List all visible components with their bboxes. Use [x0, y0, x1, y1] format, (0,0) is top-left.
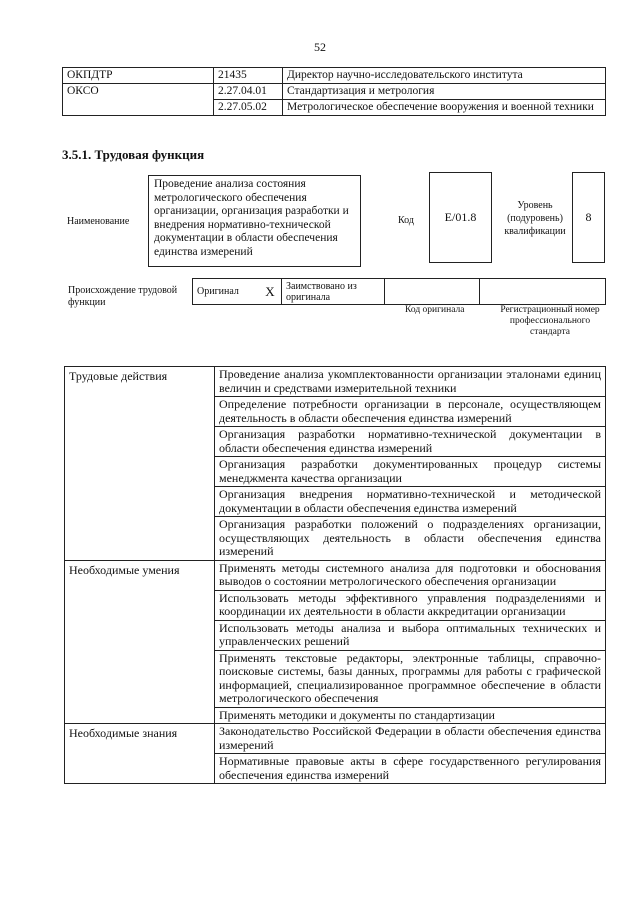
qualification-level-label: Уровень (подуровень) квалификации	[504, 200, 566, 237]
list-item: Организация внедрения нормативно-технической и методической документации в области обеспечения единства измерений	[215, 487, 606, 517]
list-item: Организация разработки нормативно-технической документации в области обеспечения единства измерений	[215, 427, 606, 457]
original-label: Оригинал	[193, 279, 260, 305]
code-original-label: Код оригинала	[405, 305, 465, 315]
list-item: Законодательство Российской Федерации в области обеспечения единства измерений	[215, 724, 606, 754]
classifier-name: ОКСО	[63, 84, 214, 116]
borrowed-label: Заимствовано из оригинала	[282, 279, 385, 305]
function-code-value: E/01.8	[429, 172, 492, 263]
list-item: Использовать методы эффективного управления подразделениями и координации их деятельности в области аккредитации организации	[215, 590, 606, 620]
list-item: Применять текстовые редакторы, электронные таблицы, справочно-поисковые системы, базы данных, программы для работы с графической информацией, специализированное программное обеспечение в области метрологического обеспечения	[215, 650, 606, 707]
function-code-label: Код	[398, 215, 414, 226]
function-name-value: Проведение анализа состояния метрологического обеспечения организации, организация разработки и внедрения нормативно-технической документации в области обеспечения единства измерений	[148, 175, 361, 267]
function-details-table	[64, 366, 606, 784]
table-row	[65, 560, 606, 590]
category-required-skills: Необходимые умения	[65, 560, 215, 724]
list-item: Использовать методы анализа и выбора оптимальных технических и управленческих решений	[215, 620, 606, 650]
code-original-cell	[385, 279, 480, 305]
reg-number-label: Регистрационный номер профессионального стандарта	[500, 305, 600, 337]
classifier-codes-table	[62, 67, 606, 116]
origin-label: Происхождение трудовой функции	[68, 285, 178, 308]
category-labor-actions: Трудовые действия	[65, 367, 215, 561]
classifier-desc: Стандартизация и метрология	[283, 84, 606, 100]
classifier-code: 21435	[214, 68, 283, 84]
table-row	[65, 367, 606, 397]
table-row	[63, 84, 606, 100]
list-item: Нормативные правовые акты в сфере государственного регулирования обеспечения единства измерений	[215, 754, 606, 784]
classifier-code: 2.27.05.02	[214, 100, 283, 116]
list-item: Применять методики и документы по стандартизации	[215, 707, 606, 724]
category-required-knowledge: Необходимые знания	[65, 724, 215, 784]
origin-table	[192, 278, 606, 305]
list-item: Организация разработки положений о подразделениях организации, осуществляющих деятельность в области обеспечения единства измерений	[215, 517, 606, 561]
section-title: 3.5.1. Трудовая функция	[62, 147, 205, 162]
original-mark: X	[259, 279, 282, 305]
classifier-desc: Метрологическое обеспечение вооружения и военной техники	[283, 100, 606, 116]
function-name-label: Наименование	[67, 216, 130, 227]
classifier-desc: Директор научно-исследовательского института	[283, 68, 606, 84]
classifier-name: ОКПДТР	[63, 68, 214, 84]
table-row	[65, 724, 606, 754]
list-item: Проведение анализа укомплектованности организации эталонами единиц величин и средствами измерительной техники	[215, 367, 606, 397]
classifier-code: 2.27.04.01	[214, 84, 283, 100]
qualification-level-value: 8	[572, 172, 605, 263]
list-item: Организация разработки документированных процедур системы менеджмента качества организации	[215, 457, 606, 487]
list-item: Определение потребности организации в персонале, осуществляющем деятельность в области обеспечения единства измерений	[215, 397, 606, 427]
table-row	[63, 68, 606, 84]
list-item: Применять методы системного анализа для подготовки и обоснования выводов о состоянии метрологического обеспечения организации	[215, 560, 606, 590]
page-number: 52	[314, 40, 326, 54]
table-row	[193, 279, 606, 305]
reg-number-cell	[480, 279, 606, 305]
